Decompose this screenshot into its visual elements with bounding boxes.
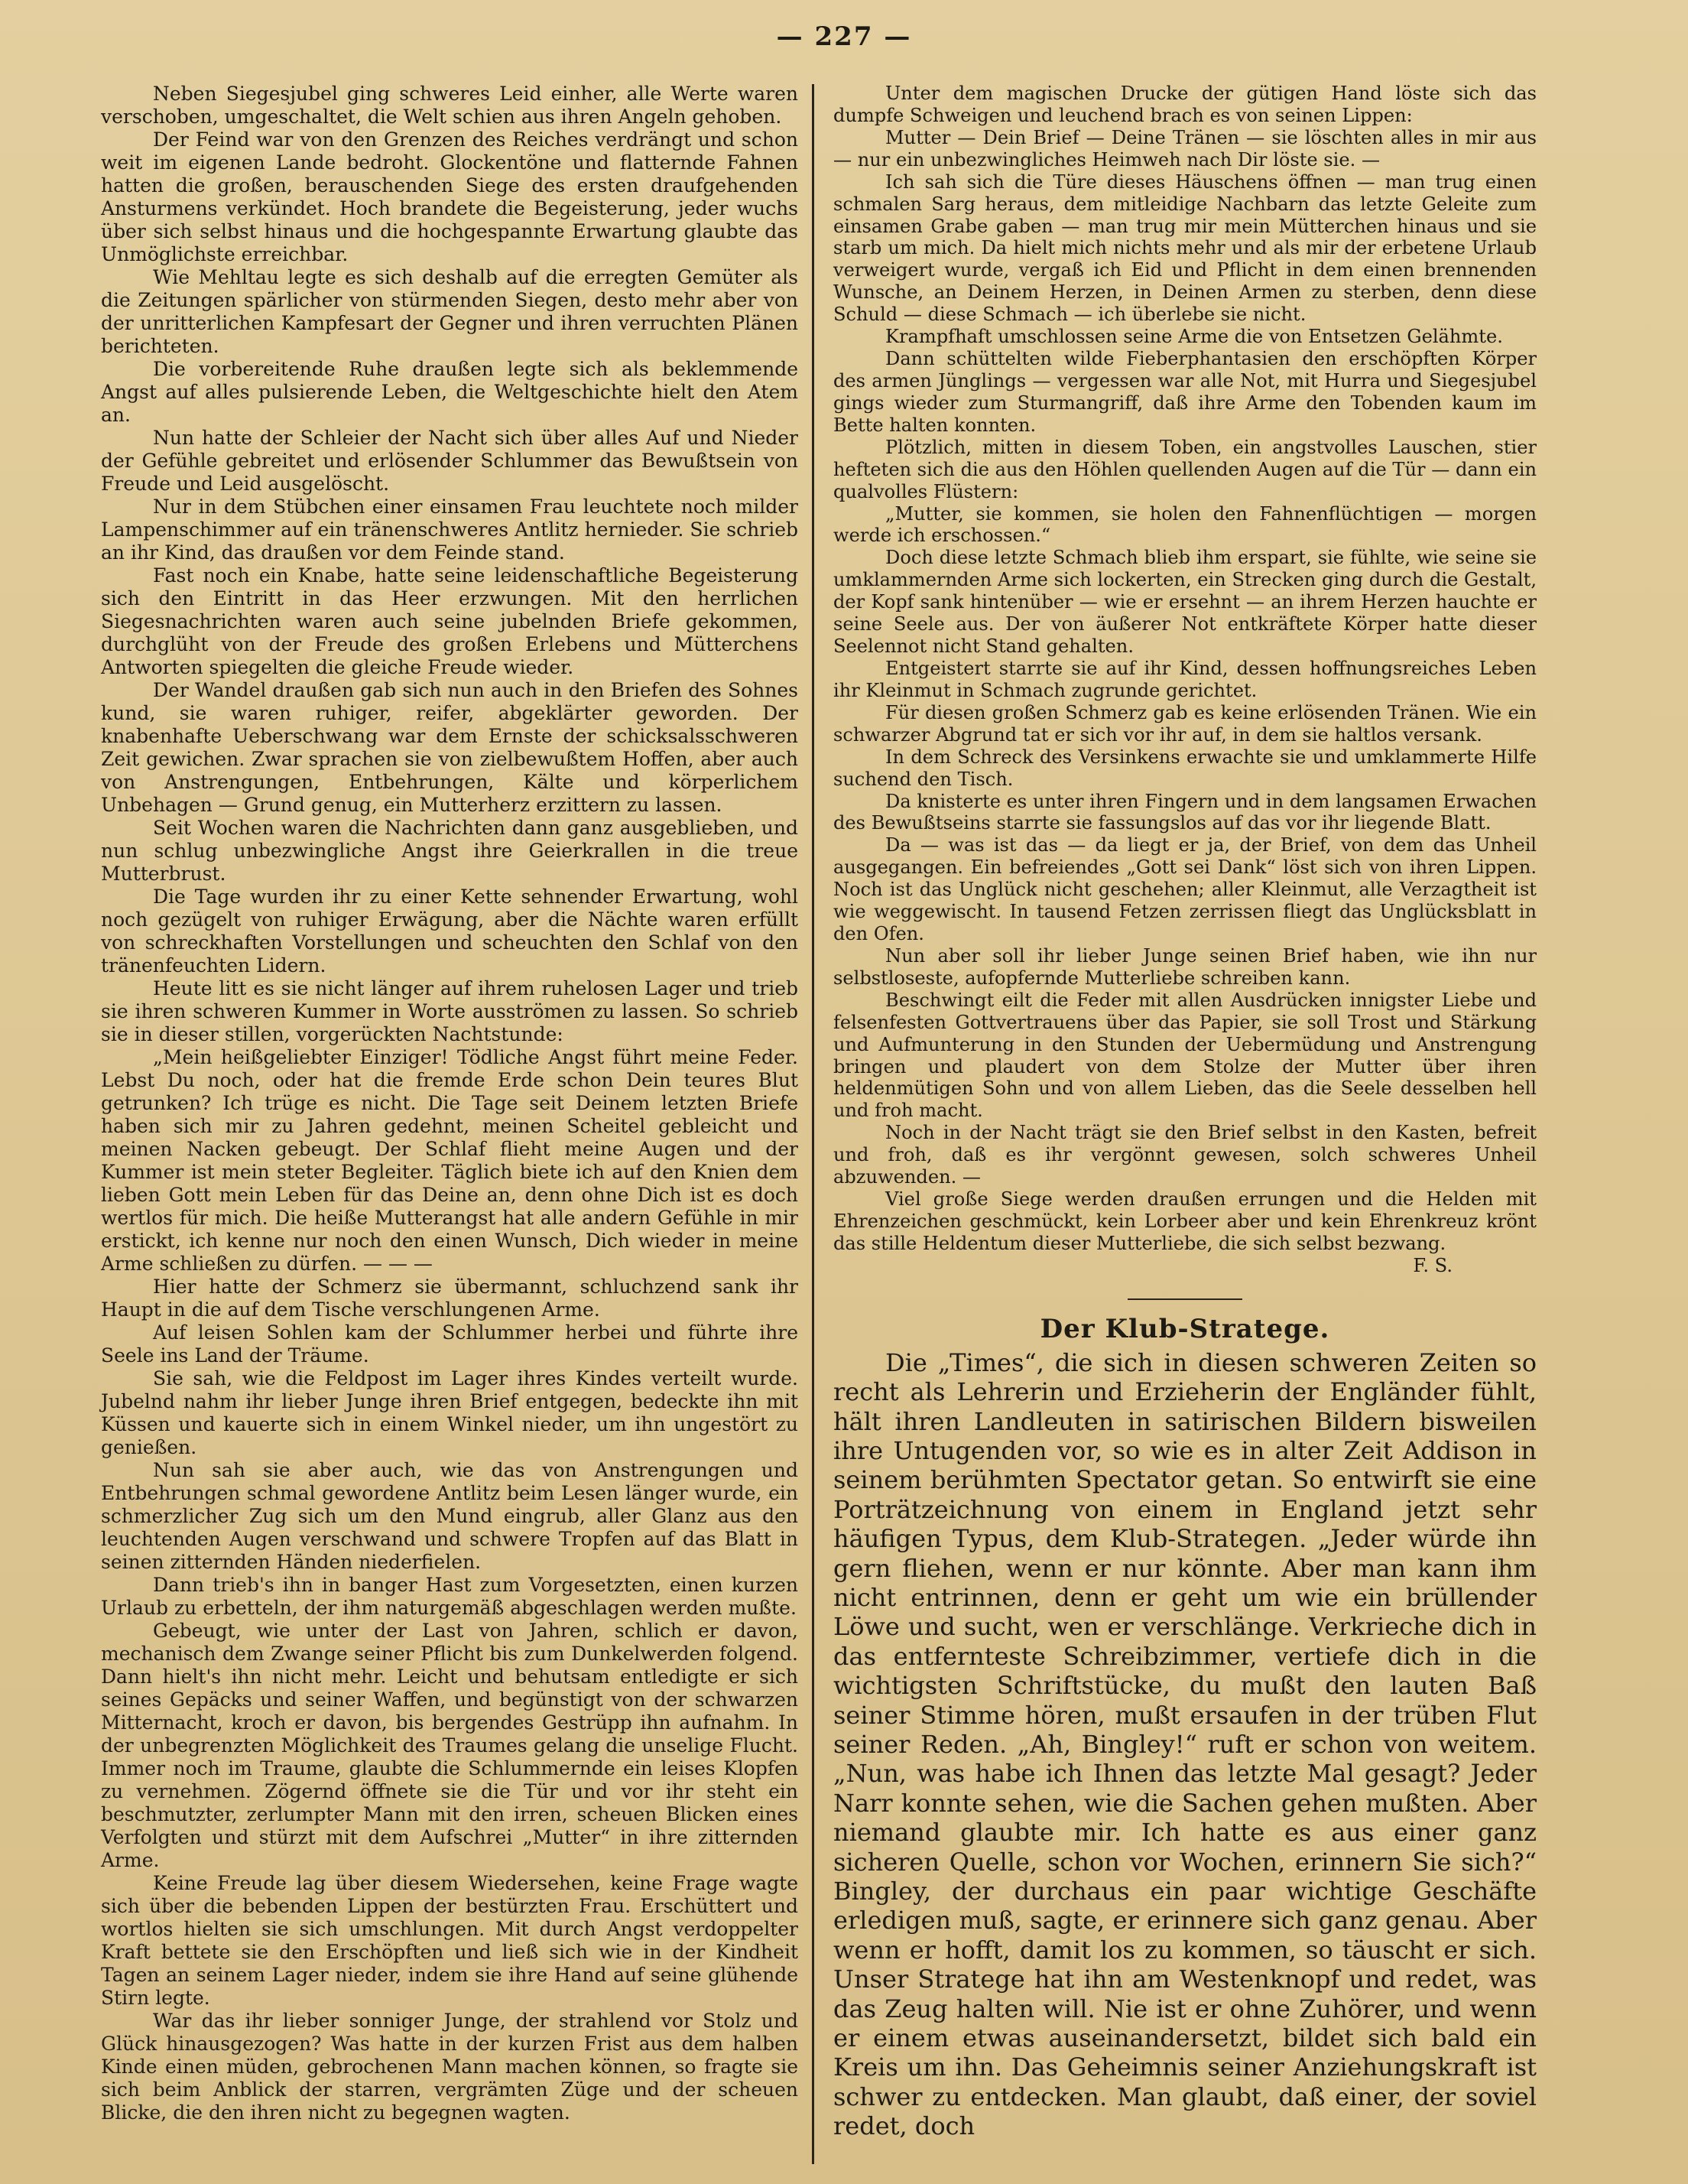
paragraph: Mutter — Dein Brief — Deine Tränen — sie löschten alles in mir aus — nur ein unbezwingliches Heimweh nach Dir löste sie. —: [833, 126, 1537, 171]
paragraph: Der Wandel draußen gab sich nun auch in den Briefen des Sohnes kund, sie waren ruhiger, reifer, abgeklärter geworden. Der knabenhafte Ueberschwang war dem Ernste der schicksalsschweren Zeit gewichen. Zwar sprachen sie von zielbewußtem Hoffen, aber auch von Anstrengungen, Entbehrungen, Kälte und körperlichem Unbehagen — Grund genug, ein Mutterherz erzittern zu lassen.: [101, 679, 798, 816]
paragraph: Die vorbereitende Ruhe draußen legte sich als beklemmende Angst auf alles pulsierende Leben, die Weltgeschichte hielt den Atem an.: [101, 358, 798, 426]
paragraph: Plötzlich, mitten in diesem Toben, ein angstvolles Lauschen, stier hefteten sich die aus den Höhlen quellenden Augen auf die Tür — dann ein qualvolles Flüstern:: [833, 436, 1537, 502]
paragraph: Für diesen großen Schmerz gab es keine erlösenden Tränen. Wie ein schwarzer Abgrund tat er sich vor ihr auf, in dem sie haltlos versank.: [833, 701, 1537, 746]
paragraph: Ich sah sich die Türe dieses Häuschens öffnen — man trug einen schmalen Sarg heraus, dem mitleidige Nachbarn das letzte Geleite zum einsamen Grabe gaben — man trug mir mein Mütterchen hinaus und sie starb um mich. Da hielt mich nichts mehr und als mir der erbetene Urlaub verweigert wurde, vergaß ich Eid und Pflicht in dem einen brennenden Wunsche, an Deinem Herzen, in Deinen Armen zu sterben, denn diese Schuld — diese Schmach — ich überlebe sie nicht.: [833, 171, 1537, 326]
paragraph: Nur in dem Stübchen einer einsamen Frau leuchtete noch milder Lampenschimmer auf ein tränenschweres Antlitz hernieder. Sie schrieb an ihr Kind, das draußen vor dem Feinde stand.: [101, 496, 798, 564]
paragraph: Wie Mehltau legte es sich deshalb auf die erregten Gemüter als die Zeitungen spärlicher von stürmenden Siegen, desto mehr aber von der unritterlichen Kampfesart der Gegner und ihren verruchten Plänen berichteten.: [101, 266, 798, 357]
paragraph: Fast noch ein Knabe, hatte seine leidenschaftliche Begeisterung sich den Eintritt in das Heer erzwungen. Mit den herrlichen Siegesnachrichten waren auch seine jubelnden Briefe gekommen, durchglüht von der Freude des großen Erlebens und Mütterchens Antworten spiegelten die gleiche Freude wieder.: [101, 564, 798, 678]
paragraph: Da knisterte es unter ihren Fingern und in dem langsamen Erwachen des Bewußtseins starrte sie fassungslos auf das vor ihr liegende Blatt.: [833, 790, 1537, 834]
paragraph: Dann schüttelten wilde Fieberphantasien den erschöpften Körper des armen Jünglings — vergessen war alle Not, mit Hurra und Siegesjubel gings wieder zum Sturmangriff, daß ihre Arme den Tobenden kaum im Bette halten konnten.: [833, 348, 1537, 436]
paragraph: Sie sah, wie die Feldpost im Lager ihres Kindes verteilt wurde. Jubelnd nahm ihr lieber Junge ihren Brief entgegen, bedeckte ihn mit Küssen und kauerte sich in einem Winkel nieder, um ihn ungestört zu genießen.: [101, 1367, 798, 1458]
article-body: [833, 1348, 1537, 2141]
paragraph: Beschwingt eilt die Feder mit allen Ausdrücken innigster Liebe und felsenfesten Gottvertrauens über das Papier, sie soll Trost und Stärkung und Aufmunterung in den Stunden der Uebermüdung und Anstrengung bringen und plaudert von dem Stolze der Mutter über ihren heldenmütigen Sohn und von allem Lieben, das die Seele desselben hell und froh macht.: [833, 989, 1537, 1122]
paragraph: Krampfhaft umschlossen seine Arme die von Entsetzen Gelähmte.: [885, 326, 1503, 348]
paragraph: Doch diese letzte Schmach blieb ihm erspart, sie fühlte, wie seine sie umklammernden Arme sich lockerten, ein Strecken ging durch die Gestalt, der Kopf sank hintenüber — wie er ersehnt — an ihrem Herzen hauchte er seine Seele aus. Der von äußerer Not entkräftete Körper hatte dieser Seelennot nicht Stand gehalten.: [833, 547, 1537, 658]
article-paragraph: Die „Times“, die sich in diesen schweren Zeiten so recht als Lehrerin und Erzieherin der Engländer fühlt, hält ihren Landleuten in satirischen Bildern bisweilen ihre Untugenden vor, so wie es in alter Zeit Addison in seinem berühmten Spectator getan. So entwirft sie eine Porträtzeichnung von einem in England jetzt sehr häufigen Typus, dem Klub-Strategen. „Jeder würde ihn gern fliehen, wenn er nur könnte. Aber man kann ihm nicht entrinnen, denn er geht um wie ein brüllender Löwe und sucht, wen er verschlänge. Verkrieche dich in das entfernteste Schreibzimmer, vertiefe dich in die wichtigsten Schriftstücke, du mußt den lauten Baß seiner Stimme hören, mußt ersaufen in der trüben Flut seiner Reden. „Ah, Bingley!“ ruft er schon von weitem. „Nun, was habe ich Ihnen das letzte Mal gesagt? Jeder Narr konnte sehen, wie die Sachen gehen mußten. Aber niemand glaubte mir. Ich hatte es aus einer ganz sicheren Quelle, schon vor Wochen, erinnern Sie sich?“ Bingley, der durchaus ein paar wichtige Geschäfte erledigen muß, sagte, er erinnere sich ganz genau. Aber wenn er hofft, damit los zu kommen, so täuscht er sich. Unser Stratege hat ihn am Westenknopf und redet, was das Zeug halten will. Nie ist er ohne Zuhörer, und wenn er einem etwas auseinandersetzt, bildet sich bald ein Kreis um ihn. Das Geheimnis seiner Anziehungskraft ist schwer zu entdecken. Man glaubt, daß einer, der soviel redet, doch: [833, 1347, 1537, 2141]
paragraph: „Mutter, sie kommen, sie holen den Fahnenflüchtigen — morgen werde ich erschossen.“: [833, 502, 1537, 547]
paragraph: „Mein heißgeliebter Einziger! Tödliche Angst führt meine Feder. Lebst Du noch, oder hat die fremde Erde schon Dein teures Blut getrunken? Ich trüge es nicht. Die Tage seit Deinem letzten Briefe haben sich mir zu Jahren gedehnt, meinen Scheitel gebleicht und meinen Nacken gebeugt. Der Schlaf flieht meine Augen und der Kummer ist mein steter Begleiter. Täglich biete ich auf den Knien dem lieben Gott mein Leben für das Deine an, denn ohne Dich ist es doch wertlos für mich. Die heiße Mutterangst hat alle andern Gefühle in mir erstickt, ich kenne nur noch den einen Wunsch, Dich wieder in meine Arme schließen zu dürfen. — — —: [101, 1046, 798, 1275]
paragraph: Seit Wochen waren die Nachrichten dann ganz ausgeblieben, und nun schlug unbezwingliche Angst ihre Geierkrallen in die treue Mutterbrust.: [101, 817, 798, 885]
paragraph: Entgeistert starrte sie auf ihr Kind, dessen hoffnungsreiches Leben ihr Kleinmut in Schmach zugrunde gerichtet.: [833, 657, 1537, 701]
paragraph: Der Feind war von den Grenzen des Reiches verdrängt und schon weit im eigenen Lande bedroht. Glockentöne und flatternde Fahnen hatten die großen, berauschenden Siege des ersten draufgehenden Ansturmens verkündet. Hoch brandete die Begeisterung, jeder wuchs über sich selbst hinaus und die hochgespannte Erwartung glaubte das Unmöglichste erreichbar.: [101, 128, 798, 265]
paragraph: Die Tage wurden ihr zu einer Kette sehnender Erwartung, wohl noch gezügelt von ruhiger Erwägung, aber die Nächte waren erfüllt von schreckhaften Vorstellungen und scheuchten den Schlaf von den tränenfeuchten Lidern.: [101, 886, 798, 977]
column-divider: [812, 84, 814, 2164]
page-number: — 227 —: [776, 21, 912, 52]
paragraph: Da — was ist das — da liegt er ja, der Brief, von dem das Unheil ausgegangen. Ein befreiendes „Gott sei Dank“ löst sich von ihren Lippen. Noch ist das Unglück nicht geschehen; aller Kleinmut, alle Verzagtheit ist wie weggewischt. In tausend Fetzen zerrissen fliegt das Unglücksblatt in den Ofen.: [833, 834, 1537, 945]
paragraph: Unter dem magischen Drucke der gütigen Hand löste sich das dumpfe Schweigen und leuchend brach es von seinen Lippen:: [833, 83, 1537, 126]
paragraph: War das ihr lieber sonniger Junge, der strahlend vor Stolz und Glück hinausgezogen? Was hatte in der kurzen Frist aus dem halben Kinde einen müden, gebrochenen Mann machen können, so fragte sie sich beim Anblick der starren, vergrämten Züge und der scheuen Blicke, die den ihren nicht zu begegnen wagten.: [101, 2010, 798, 2124]
article-separator: [1128, 1298, 1242, 1300]
right-column: [833, 83, 1537, 2147]
paragraph: Dann trieb's ihn in banger Hast zum Vorgesetzten, einen kurzen Urlaub zu erbetteln, der ihm naturgemäß abgeschlagen werden mußte.: [101, 1574, 798, 1619]
article-title: Der Klub-Stratege.: [1040, 1313, 1330, 1344]
left-column: [101, 83, 798, 2147]
paragraph: Keine Freude lag über diesem Wiedersehen, keine Frage wagte sich über die bebenden Lippen der bestürzten Frau. Erschüttert und wortlos hielten sie sich umschlungen. Mit durch Angst verdoppelter Kraft bettete sie den Erschöpften und ließ sich wie in der Kindheit Tagen an seinem Lager nieder, indem sie ihre Hand auf seine glühende Stirn legte.: [101, 1872, 798, 2009]
paragraph: Nun hatte der Schleier der Nacht sich über alles Auf und Nieder der Gefühle gebreitet und erlösender Schlummer das Bewußtsein von Freude und Leid ausgelöscht.: [101, 427, 798, 495]
paragraph: Nun aber soll ihr lieber Junge seinen Brief haben, wie ihn nur selbstloseste, aufopfernde Mutterliebe schreiben kann.: [833, 944, 1537, 989]
story-continuation: [833, 83, 1537, 1255]
author-signature: F. S.: [1413, 1254, 1453, 1276]
paragraph: Hier hatte der Schmerz sie übermannt, schluchzend sank ihr Haupt in die auf dem Tische verschlungenen Arme.: [101, 1276, 798, 1321]
paragraph: Neben Siegesjubel ging schweres Leid einher, alle Werte waren verschoben, umgeschaltet, die Welt schien aus ihren Angeln gehoben.: [101, 83, 798, 128]
paragraph: Heute litt es sie nicht länger auf ihrem ruhelosen Lager und trieb sie ihren schweren Kummer in Worte ausströmen zu lassen. So schrieb sie in dieser stillen, vorgerückten Nachtstunde:: [101, 977, 798, 1045]
paragraph: Noch in der Nacht trägt sie den Brief selbst in den Kasten, befreit und froh, daß es ihr vergönnt gewesen, solch schweres Unheil abzuwenden. —: [833, 1122, 1537, 1188]
paragraph: Viel große Siege werden draußen errungen und die Helden mit Ehrenzeichen geschmückt, kein Lorbeer aber und kein Ehrenkreuz krönt das stille Heldentum dieser Mutterliebe, die sich selbst bezwang.: [833, 1188, 1537, 1254]
paragraph: Nun sah sie aber auch, wie das von Anstrengungen und Entbehrungen schmal gewordene Antlitz beim Lesen länger wurde, ein schmerzlicher Zug sich um den Mund eingrub, aller Glanz aus den leuchtenden Augen verschwand und schwere Tropfen auf das Blatt in seinen zitternden Händen niederfielen.: [101, 1459, 798, 1573]
paragraph: Gebeugt, wie unter der Last von Jahren, schlich er davon, mechanisch dem Zwange seiner Pflicht bis zum Dunkelwerden folgend. Dann hielt's ihn nicht mehr. Leicht und behutsam entledigte er sich seines Gepäcks und seiner Waffen, und begünstigt von der schwarzen Mitternacht, kroch er davon, bis bergendes Gestrüpp ihn aufnahm. In der unbegrenzten Möglichkeit des Traumes gelang die unselige Flucht. Immer noch im Traume, glaubte die Schlummernde ein leises Klopfen zu vernehmen. Zögernd öffnete sie die Tür und vor ihr steht ein beschmutzter, zerlumpter Mann mit den irren, scheuen Blicken eines Verfolgten und stürzt mit dem Aufschrei „Mutter“ in ihre zitternden Arme.: [101, 1620, 798, 1871]
paragraph: In dem Schreck des Versinkens erwachte sie und umklammerte Hilfe suchend den Tisch.: [833, 746, 1537, 790]
paragraph: Auf leisen Sohlen kam der Schlummer herbei und führte ihre Seele ins Land der Träume.: [101, 1321, 798, 1367]
